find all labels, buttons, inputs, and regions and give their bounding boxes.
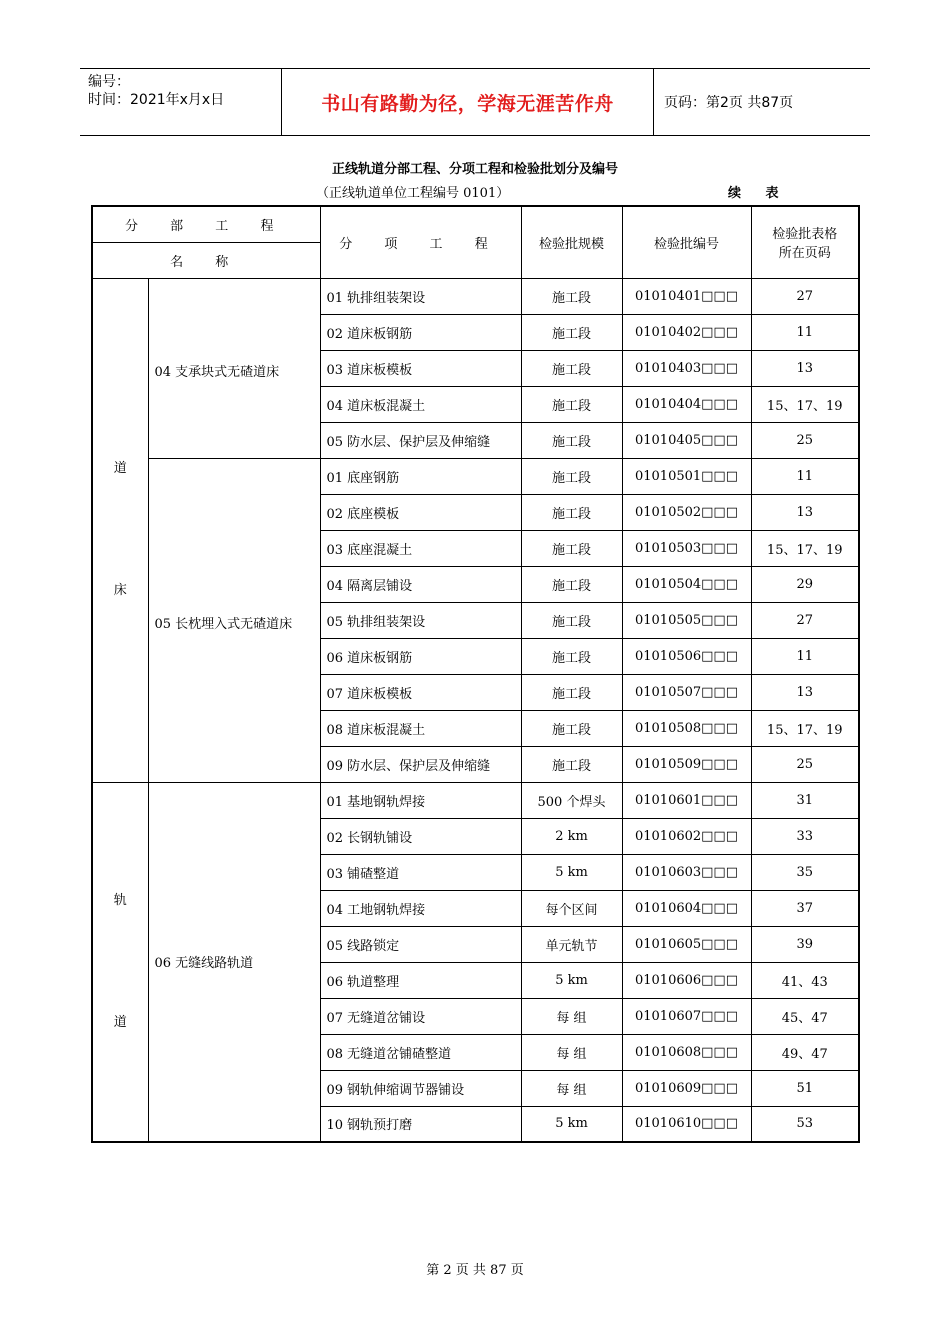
- item-cell: 03 铺碴整道: [320, 854, 521, 890]
- scale-cell: 单元轨节: [521, 926, 622, 962]
- page-cell: 45、47: [751, 998, 859, 1034]
- scale-cell: 施工段: [521, 746, 622, 782]
- page-cell: 31: [751, 782, 859, 818]
- page-cell: 53: [751, 1106, 859, 1142]
- page-cell: 27: [751, 278, 859, 314]
- code-cell: 01010505□□□: [622, 602, 751, 638]
- scale-cell: 500 个焊头: [521, 782, 622, 818]
- code-cell: 01010501□□□: [622, 458, 751, 494]
- header-scale: 检验批规模: [521, 206, 622, 278]
- header-page: 检验批表格 所在页码: [751, 206, 859, 278]
- scale-cell: 2 km: [521, 818, 622, 854]
- item-cell: 07 道床板模板: [320, 674, 521, 710]
- division-04: 04 支承块式无碴道床: [148, 278, 320, 458]
- item-cell: 06 道床板钢筋: [320, 638, 521, 674]
- code-cell: 01010503□□□: [622, 530, 751, 566]
- item-cell: 06 轨道整理: [320, 962, 521, 998]
- item-cell: 02 长钢轨铺设: [320, 818, 521, 854]
- code-cell: 01010507□□□: [622, 674, 751, 710]
- scale-cell: 施工段: [521, 494, 622, 530]
- code-cell: 01010609□□□: [622, 1070, 751, 1106]
- category-track-bed: 道 床: [92, 278, 148, 782]
- scale-cell: 施工段: [521, 458, 622, 494]
- item-cell: 01 底座钢筋: [320, 458, 521, 494]
- item-cell: 09 防水层、保护层及伸缩缝: [320, 746, 521, 782]
- scale-cell: 施工段: [521, 602, 622, 638]
- table-row: [92, 782, 859, 818]
- page-cell: 39: [751, 926, 859, 962]
- item-cell: 02 底座模板: [320, 494, 521, 530]
- header-info: [88, 73, 283, 109]
- scale-cell: 施工段: [521, 314, 622, 350]
- code-cell: 01010604□□□: [622, 890, 751, 926]
- code-cell: 01010610□□□: [622, 1106, 751, 1142]
- page-cell: 41、43: [751, 962, 859, 998]
- page-cell: 11: [751, 314, 859, 350]
- page-header: [80, 68, 870, 136]
- header-motto: 书山有路勤为径，学海无涯苦作舟: [281, 69, 654, 135]
- item-cell: 05 防水层、保护层及伸缩缝: [320, 422, 521, 458]
- page-cell: 49、47: [751, 1034, 859, 1070]
- division-06: 06 无缝线路轨道: [148, 782, 320, 1142]
- item-cell: 04 工地钢轨焊接: [320, 890, 521, 926]
- document-date: 时间：2021年x月x日: [88, 92, 225, 108]
- page-cell: 13: [751, 350, 859, 386]
- code-cell: 01010401□□□: [622, 278, 751, 314]
- item-cell: 09 钢轨伸缩调节器铺设: [320, 1070, 521, 1106]
- item-cell: 04 隔离层铺设: [320, 566, 521, 602]
- scale-cell: 施工段: [521, 422, 622, 458]
- division-table: [91, 205, 860, 1143]
- page-cell: 13: [751, 494, 859, 530]
- continued-label: 续 表: [728, 186, 789, 201]
- header-code: 检验批编号: [622, 206, 751, 278]
- scale-cell: 施工段: [521, 530, 622, 566]
- page-cell: 11: [751, 458, 859, 494]
- page-cell: 25: [751, 746, 859, 782]
- document-title: 正线轨道分部工程、分项工程和检验批划分及编号: [331, 162, 618, 177]
- page-cell: 51: [751, 1070, 859, 1106]
- scale-cell: 5 km: [521, 854, 622, 890]
- code-cell: 01010403□□□: [622, 350, 751, 386]
- document-number-label: 编号：: [88, 74, 130, 90]
- item-cell: 05 轨排组装架设: [320, 602, 521, 638]
- page-cell: 13: [751, 674, 859, 710]
- header-item: 分 项 工 程: [320, 206, 521, 278]
- page-cell: 37: [751, 890, 859, 926]
- code-cell: 01010602□□□: [622, 818, 751, 854]
- scale-cell: 施工段: [521, 710, 622, 746]
- page-cell: 15、17、19: [751, 530, 859, 566]
- code-cell: 01010502□□□: [622, 494, 751, 530]
- scale-cell: 每个区间: [521, 890, 622, 926]
- table-row: [92, 458, 859, 494]
- item-cell: 01 基地钢轨焊接: [320, 782, 521, 818]
- scale-cell: 施工段: [521, 674, 622, 710]
- item-cell: 08 道床板混凝土: [320, 710, 521, 746]
- code-cell: 01010506□□□: [622, 638, 751, 674]
- page-cell: 35: [751, 854, 859, 890]
- scale-cell: 每 组: [521, 1070, 622, 1106]
- code-cell: 01010605□□□: [622, 926, 751, 962]
- code-cell: 01010402□□□: [622, 314, 751, 350]
- table-header-row: [92, 206, 859, 242]
- code-cell: 01010603□□□: [622, 854, 751, 890]
- code-cell: 01010405□□□: [622, 422, 751, 458]
- table-row: [92, 278, 859, 314]
- code-cell: 01010509□□□: [622, 746, 751, 782]
- page-cell: 29: [751, 566, 859, 602]
- page-cell: 33: [751, 818, 859, 854]
- category-track: 轨 道: [92, 782, 148, 1142]
- scale-cell: 施工段: [521, 278, 622, 314]
- item-cell: 01 轨排组装架设: [320, 278, 521, 314]
- scale-cell: 每 组: [521, 998, 622, 1034]
- item-cell: 03 底座混凝土: [320, 530, 521, 566]
- item-cell: 10 钢轨预打磨: [320, 1106, 521, 1142]
- code-cell: 01010504□□□: [622, 566, 751, 602]
- document-subtitle: （正线轨道单位工程编号 0101）: [316, 186, 510, 201]
- code-cell: 01010404□□□: [622, 386, 751, 422]
- item-cell: 05 线路锁定: [320, 926, 521, 962]
- page-cell: 15、17、19: [751, 386, 859, 422]
- item-cell: 02 道床板钢筋: [320, 314, 521, 350]
- page-cell: 27: [751, 602, 859, 638]
- header-division: 分 部 工 程: [92, 206, 320, 242]
- scale-cell: 施工段: [521, 638, 622, 674]
- item-cell: 03 道床板模板: [320, 350, 521, 386]
- item-cell: 08 无缝道岔铺碴整道: [320, 1034, 521, 1070]
- header-name: 名 称: [92, 242, 320, 278]
- page-cell: 15、17、19: [751, 710, 859, 746]
- scale-cell: 5 km: [521, 1106, 622, 1142]
- item-cell: 04 道床板混凝土: [320, 386, 521, 422]
- header-page-number: 页码：第2页 共87页: [664, 95, 794, 111]
- code-cell: 01010508□□□: [622, 710, 751, 746]
- scale-cell: 5 km: [521, 962, 622, 998]
- code-cell: 01010606□□□: [622, 962, 751, 998]
- scale-cell: 施工段: [521, 350, 622, 386]
- scale-cell: 每 组: [521, 1034, 622, 1070]
- page-cell: 25: [751, 422, 859, 458]
- scale-cell: 施工段: [521, 566, 622, 602]
- scale-cell: 施工段: [521, 386, 622, 422]
- page-cell: 11: [751, 638, 859, 674]
- page-footer: 第 2 页 共 87 页: [426, 1263, 524, 1278]
- division-05: 05 长枕埋入式无碴道床: [148, 458, 320, 782]
- code-cell: 01010601□□□: [622, 782, 751, 818]
- code-cell: 01010607□□□: [622, 998, 751, 1034]
- code-cell: 01010608□□□: [622, 1034, 751, 1070]
- item-cell: 07 无缝道岔铺设: [320, 998, 521, 1034]
